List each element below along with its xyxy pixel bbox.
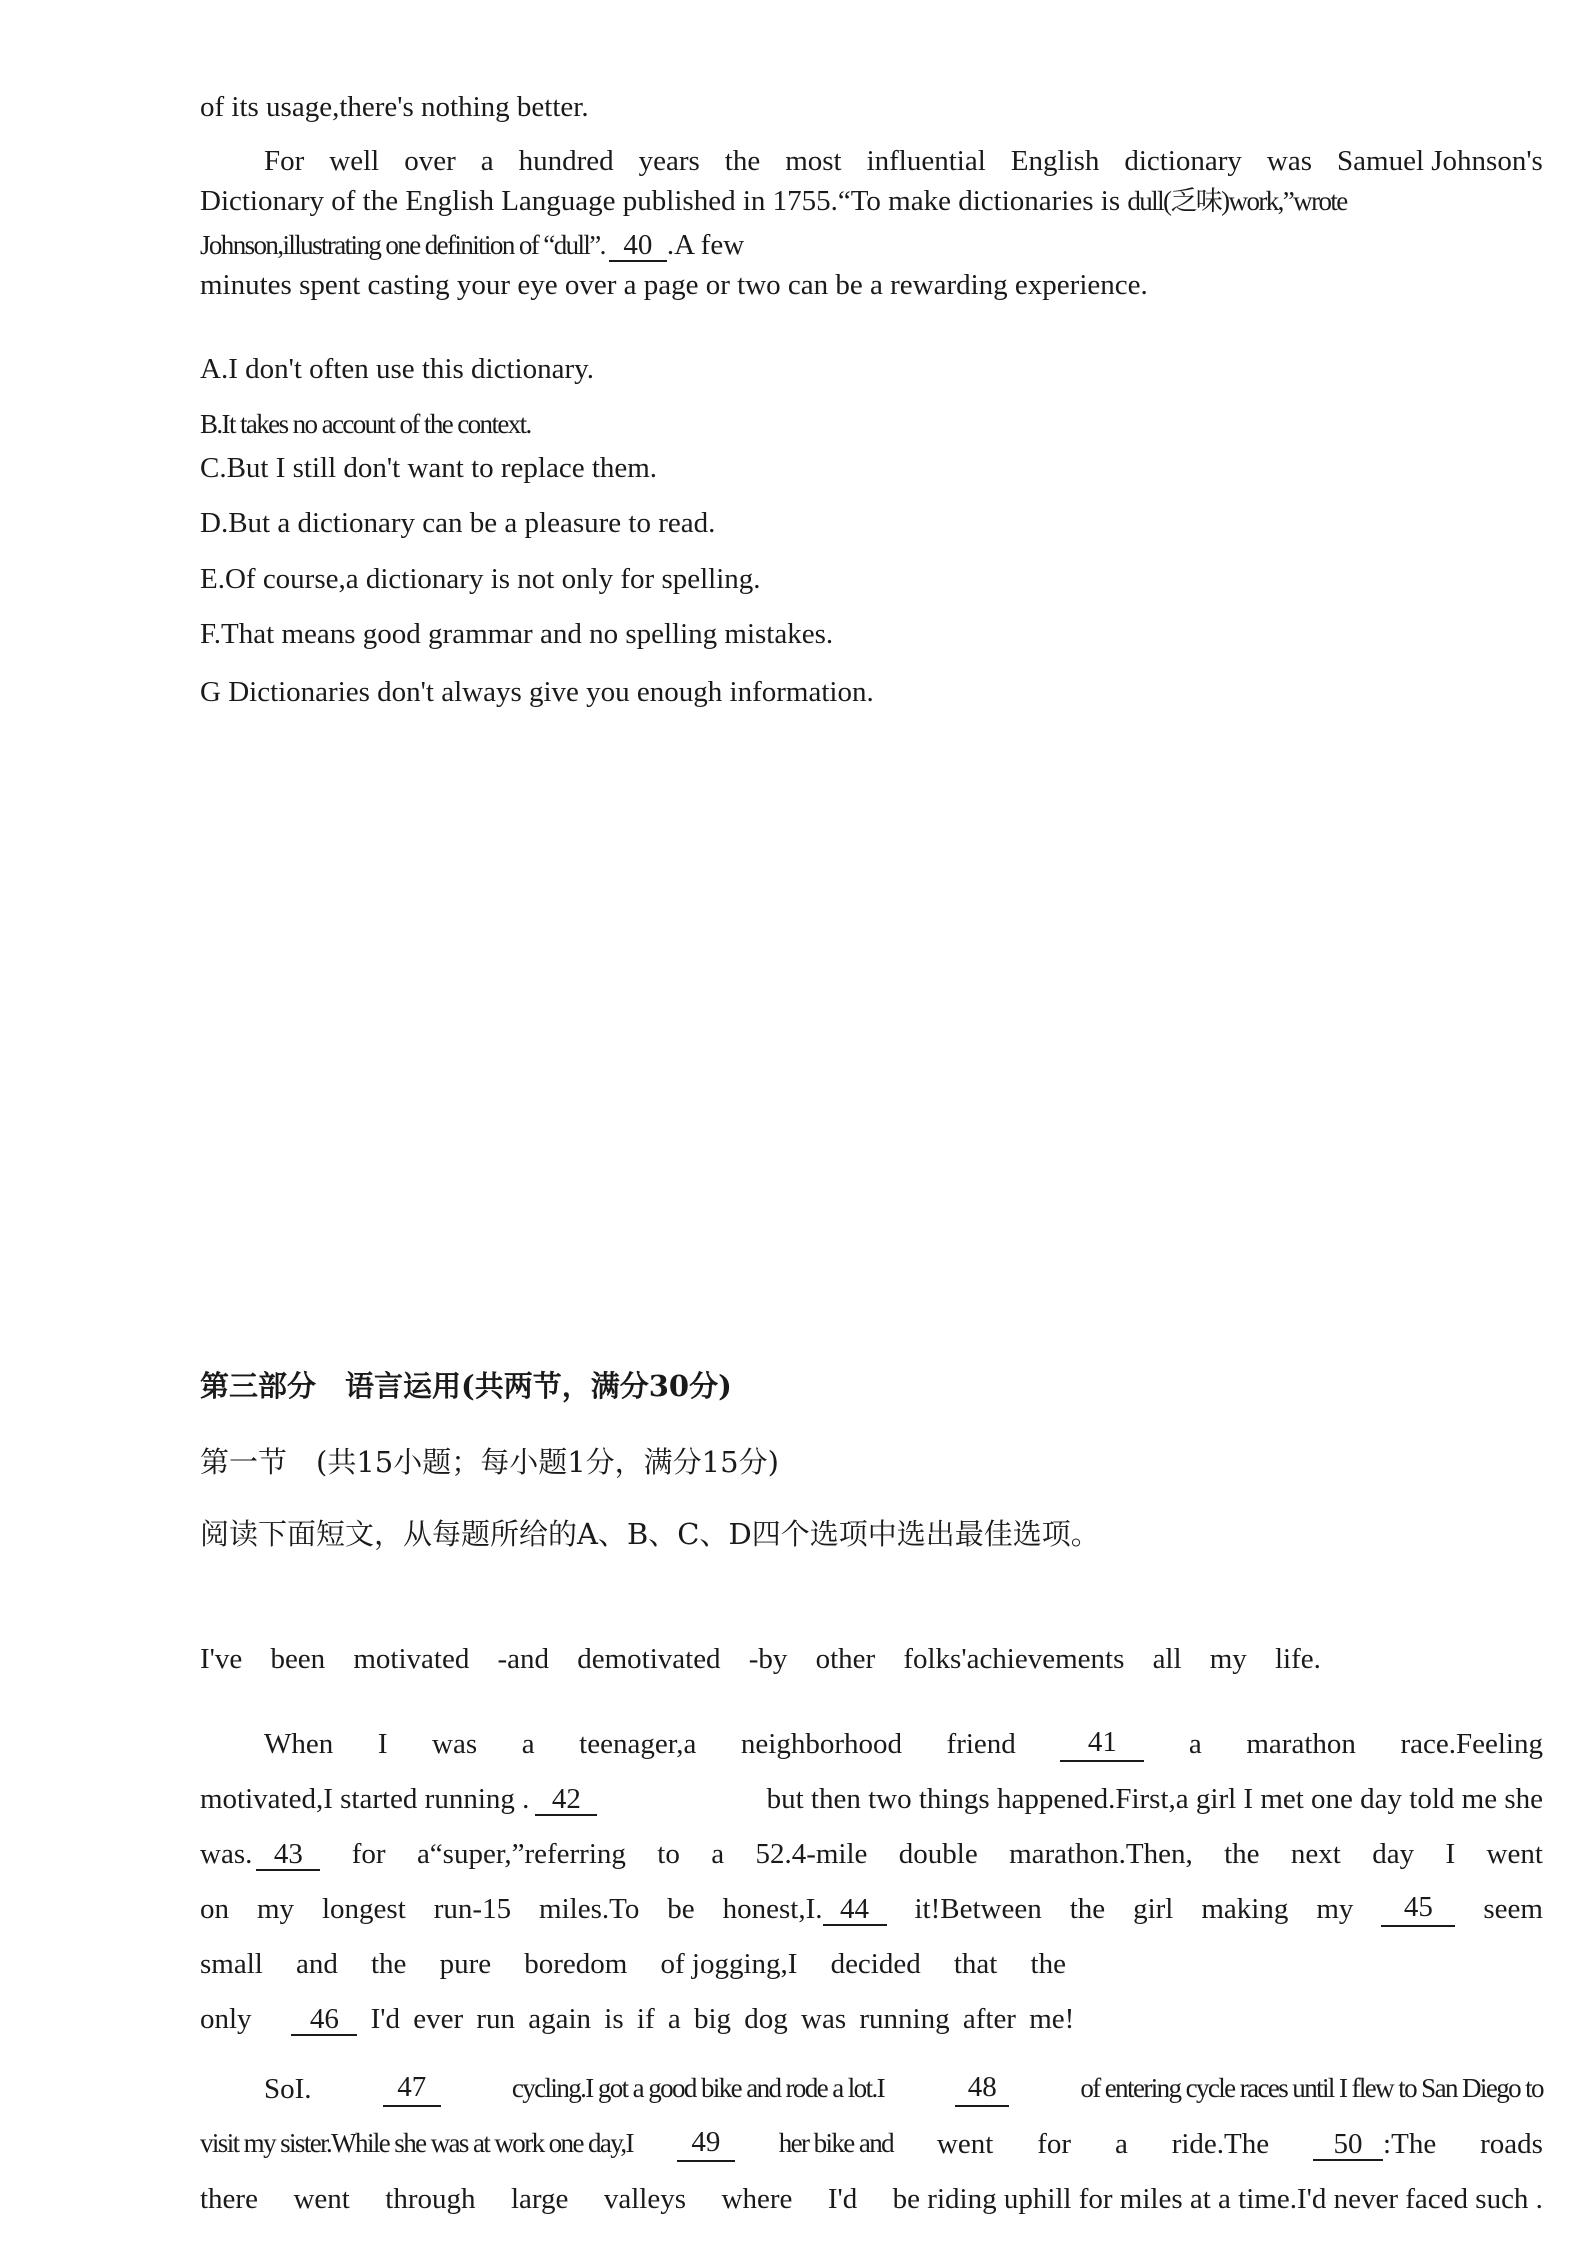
section3-subtitle: 第一节 (共15小题；每小题1分，满分15分): [200, 1445, 779, 1479]
blank-46: 46: [291, 2004, 357, 2036]
word: for: [351, 1838, 386, 1870]
word: 52.4-mile: [755, 1838, 868, 1870]
p1-line2-start: motivated,I started running . 42: [200, 1782, 597, 1817]
word-blank-group: [200, 1837, 320, 1872]
word: marathon: [1246, 1728, 1356, 1760]
word: went: [293, 2183, 350, 2215]
word: -by: [748, 1643, 788, 1675]
word: most: [785, 145, 842, 177]
blank-45: 45: [1381, 1892, 1455, 1927]
blank-49: 49: [677, 2127, 735, 2162]
word: where: [721, 2183, 793, 2215]
word: race.Feeling: [1400, 1728, 1543, 1760]
word: folks'achievements: [903, 1643, 1125, 1675]
blank-44: 44: [823, 1894, 887, 1926]
para1-line2-cond: dull(乏味)work,”wrote: [1127, 186, 1347, 216]
word: years: [638, 145, 700, 177]
section3-title: 第三部分 语言运用(共两节，满分30分): [200, 1369, 732, 1403]
word: decided: [830, 1948, 921, 1980]
word: I'd: [827, 2183, 858, 2215]
passage-p1-line3: [200, 1837, 1543, 1872]
word: there: [200, 2183, 258, 2215]
word: English: [1010, 145, 1100, 177]
blank-50: 50: [1313, 2129, 1383, 2161]
word: dictionary: [1124, 145, 1242, 177]
word: influential: [866, 145, 986, 177]
word: of jogging,I: [660, 1948, 798, 1980]
word: the: [1069, 1893, 1106, 1925]
word: For: [264, 145, 305, 177]
para1-line1: [264, 144, 1543, 179]
passage-p1-line6: only 46 I'd ever run again is if a big dog was running after me!: [200, 2003, 1075, 2035]
option-b: B.It takes no account of the context.: [200, 409, 531, 439]
blank-41: 41: [1060, 1727, 1144, 1762]
word: a: [521, 1728, 535, 1760]
word: demotivated: [577, 1643, 721, 1675]
word: motivated: [353, 1643, 470, 1675]
word: be: [667, 1893, 695, 1925]
option-g: G Dictionaries don't always give you enough information.: [200, 676, 874, 708]
passage-p1-line2: [200, 1782, 1543, 1817]
word: the: [1224, 1838, 1260, 1870]
word: large: [510, 2183, 569, 2215]
word: valleys: [603, 2183, 687, 2215]
word: my: [256, 1893, 295, 1925]
word: I: [1445, 1838, 1456, 1870]
word: double: [898, 1838, 978, 1870]
word: it!Between: [914, 1893, 1042, 1925]
passage-p1-line1: [264, 1727, 1543, 1762]
word: was: [1266, 145, 1313, 177]
para1-line2-text: Dictionary of the English Language published in 1755.“To make dictionaries is: [200, 185, 1128, 217]
word: over: [404, 145, 456, 177]
word: seem: [1483, 1893, 1543, 1925]
word: life.: [1274, 1643, 1321, 1675]
word: I: [377, 1728, 388, 1760]
blank-42: 42: [535, 1784, 597, 1816]
word: -and: [497, 1643, 550, 1675]
word: on: [200, 1893, 229, 1925]
word: friend: [946, 1728, 1016, 1760]
word: the: [724, 145, 761, 177]
word: honest,I.: [722, 1893, 823, 1925]
word: I've: [200, 1643, 243, 1675]
word: well: [329, 145, 380, 177]
word: a“super,”referring: [416, 1838, 626, 1870]
top-fragment: of its usage,there's nothing better.: [200, 91, 589, 123]
para1-line4: minutes spent casting your eye over a page or two can be a rewarding experience.: [200, 269, 1148, 301]
para1-line2: [200, 184, 1546, 219]
option-a: A.I don't often use this dictionary.: [200, 353, 594, 385]
word: and: [295, 1948, 338, 1980]
word: boredom: [524, 1948, 628, 1980]
word: girl: [1133, 1893, 1174, 1925]
word: the: [1030, 1948, 1066, 1980]
option-c: C.But I still don't want to replace them.: [200, 452, 658, 484]
word: my: [1316, 1893, 1354, 1925]
word: been: [270, 1643, 326, 1675]
word: When: [264, 1728, 334, 1760]
option-d: D.But a dictionary can be a pleasure to read.: [200, 507, 716, 539]
word: small: [200, 1948, 263, 1980]
para1-line3-text: Johnson,illustrating one definition of “dull”.: [200, 230, 605, 260]
word: to: [657, 1838, 680, 1870]
option-f: F.That means good grammar and no spelling mistakes.: [200, 618, 834, 650]
para1-line3-end: .A few: [666, 229, 745, 261]
word: other: [815, 1643, 876, 1675]
word: a: [711, 1838, 725, 1870]
word-blank-group: [723, 1892, 887, 1927]
word: was.: [200, 1838, 253, 1870]
passage-intro: [200, 1642, 1321, 1677]
passage-p1-line4: [200, 1892, 1543, 1927]
word: be riding uphill for miles at a time.I'd never faced such .: [892, 2183, 1543, 2215]
word: went: [1486, 1838, 1543, 1870]
word: was: [432, 1728, 478, 1760]
word: a: [1188, 1728, 1202, 1760]
blank-43: 43: [256, 1839, 320, 1871]
blank-48: 48: [955, 2072, 1009, 2107]
passage-p1-line5: [200, 1947, 1066, 1982]
blank-47: 47: [383, 2072, 441, 2107]
word: that: [953, 1948, 998, 1980]
word: next: [1290, 1838, 1341, 1870]
word: a: [480, 145, 494, 177]
word: day: [1372, 1838, 1415, 1870]
word: the: [371, 1948, 407, 1980]
word: pure: [439, 1948, 492, 1980]
option-e: E.Of course,a dictionary is not only for spelling.: [200, 563, 761, 595]
word: miles.To: [539, 1893, 640, 1925]
section3-instructions: 阅读下面短文，从每题所给的A、B、C、D四个选项中选出最佳选项。: [200, 1517, 1100, 1551]
word: longest: [322, 1893, 406, 1925]
word: making: [1201, 1893, 1289, 1925]
word: run-15: [433, 1893, 512, 1925]
word: all: [1152, 1643, 1182, 1675]
para1-line3: [200, 228, 1546, 263]
word: teenager,a: [579, 1728, 697, 1760]
word: neighborhood: [740, 1728, 902, 1760]
passage-p2-line1: SoI. 47 cycling.I got a good bike and rode a lot.I 48 of entering cycle races until I flew to San Diego to: [264, 2071, 1543, 2105]
word: Samuel Johnson's: [1337, 145, 1543, 177]
word: hundred: [518, 145, 614, 177]
word: through: [385, 2183, 476, 2215]
word: marathon.Then,: [1009, 1838, 1193, 1870]
passage-p2-line2: visit my sister.While she was at work one day,I 49 her bike and went for a ride.The 50 :The roads: [200, 2126, 1543, 2160]
blank-40: 40: [609, 230, 667, 262]
word: my: [1209, 1643, 1247, 1675]
passage-p2-line3: [200, 2182, 1543, 2217]
p1-line2-rest: but then two things happened.First,a girl I met one day told me she: [766, 1783, 1543, 1815]
